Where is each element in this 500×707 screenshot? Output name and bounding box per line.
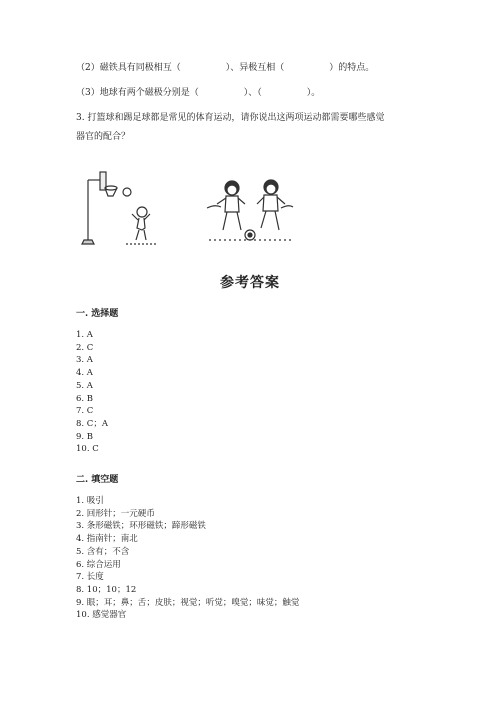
soccer-illustration bbox=[205, 174, 295, 246]
answer-item: 2. C bbox=[76, 342, 94, 353]
answer-item: 1. A bbox=[76, 330, 93, 340]
answer-item: 1. 吸引 bbox=[76, 496, 104, 506]
section-2-list bbox=[76, 495, 299, 622]
answer-item: 5. A bbox=[76, 380, 93, 391]
answer-item: 8. C；A bbox=[76, 418, 108, 429]
answer-item: 6. 综合运用 bbox=[76, 559, 121, 570]
section-1-list bbox=[76, 329, 108, 456]
question-main-line-1: 3. 打篮球和踢足球都是常见的体育运动，请你说出这两项运动都需要哪些感觉 bbox=[76, 113, 385, 123]
answer-item: 10. 感觉器官 bbox=[76, 610, 127, 621]
answer-item: 2. 回形针；一元硬币 bbox=[76, 508, 155, 519]
answer-item: 8. 10；10；12 bbox=[76, 584, 137, 595]
question-main-line-2: 器官的配合？ bbox=[76, 132, 131, 142]
section-1-title: 一. 选择题 bbox=[76, 309, 119, 319]
section-2-title: 二. 填空题 bbox=[76, 475, 119, 485]
answer-item: 7. C bbox=[76, 406, 94, 417]
answer-item: 6. B bbox=[76, 393, 94, 404]
answer-item: 5. 含有；不含 bbox=[76, 546, 130, 557]
answer-item: 4. A bbox=[76, 368, 93, 379]
answer-item: 3. A bbox=[76, 355, 93, 366]
answer-item: 9. 眼；耳；鼻；舌；皮肤；视觉；听觉；嗅觉；味觉；触觉 bbox=[76, 597, 300, 608]
answer-item: 7. 长度 bbox=[76, 572, 104, 583]
answer-item: 4. 指南针；南北 bbox=[76, 534, 138, 545]
answer-item: 10. C bbox=[76, 444, 99, 455]
question-3-line: （3）地球有两个磁极分别是（ ）、（ ）。 bbox=[76, 88, 321, 98]
question-2-line: （2）磁铁具有同极相互（ ）、异极互相（ ）的特点。 bbox=[76, 63, 375, 73]
answer-item: 3. 条形磁铁；环形磁铁；蹄形磁铁 bbox=[76, 521, 206, 532]
answer-item: 9. B bbox=[76, 431, 94, 442]
answer-title: 参考答案 bbox=[220, 275, 280, 291]
basketball-illustration bbox=[80, 168, 160, 248]
